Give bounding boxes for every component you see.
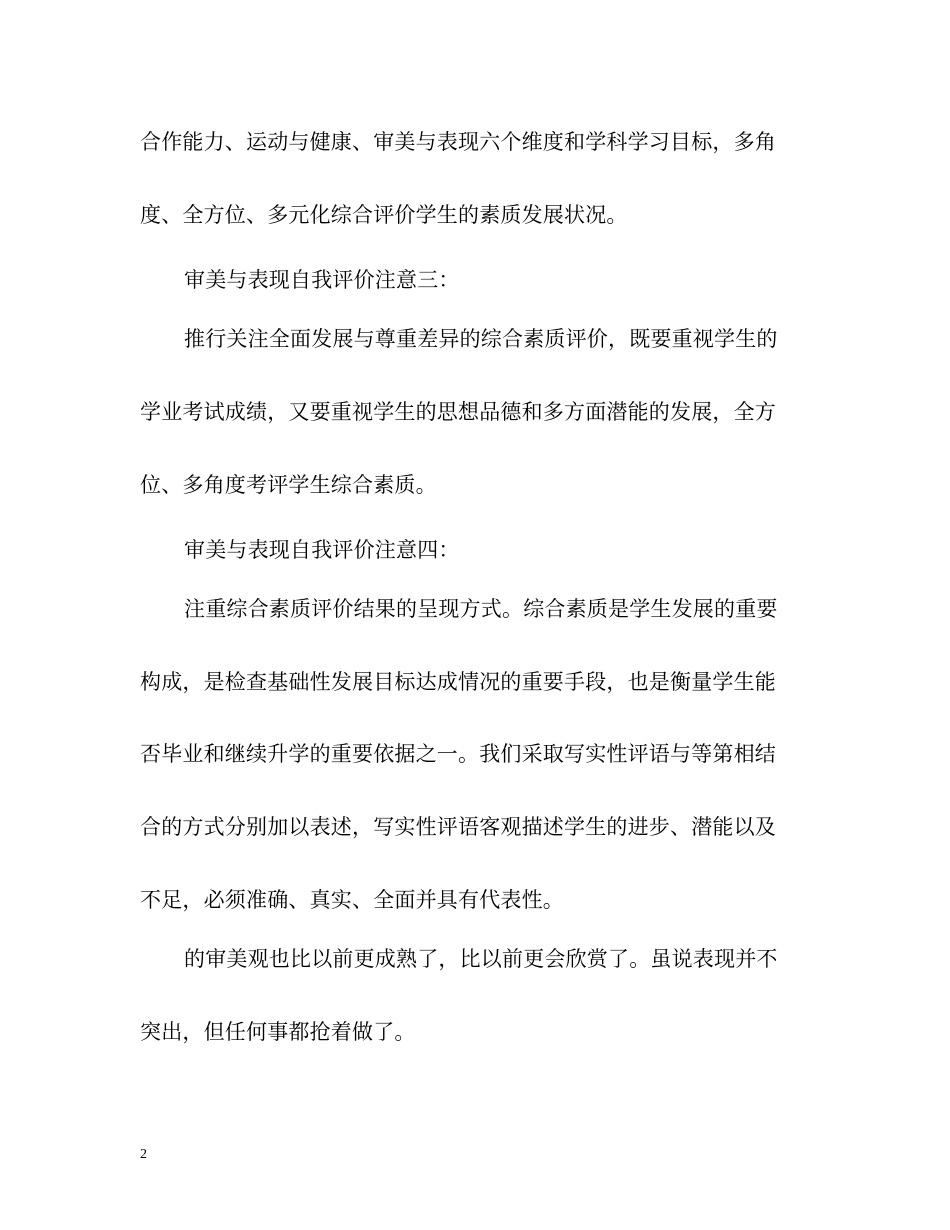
page-number: 2 bbox=[140, 1147, 147, 1162]
paragraph-3-line-4: 合的方式分别加以表述，写实性评语客观描述学生的进步、潜能以及 bbox=[140, 815, 776, 839]
paragraph-2-line-2: 学业考试成绩，又要重视学生的思想品德和多方面潜能的发展，全方 bbox=[140, 400, 776, 424]
paragraph-3-line-5: 不足，必须准确、真实、全面并具有代表性。 bbox=[140, 888, 564, 912]
paragraph-2-line-1: 推行关注全面发展与尊重差异的综合素质评价，既要重视学生的 bbox=[184, 327, 778, 351]
paragraph-3-line-3: 否毕业和继续升学的重要依据之一。我们采取写实性评语与等第相结 bbox=[140, 742, 776, 766]
paragraph-1-line-2: 度、全方位、多元化综合评价学生的素质发展状况。 bbox=[140, 203, 628, 227]
heading-note-three: 审美与表现自我评价注意三： bbox=[184, 268, 460, 292]
paragraph-1-line-1: 合作能力、运动与健康、审美与表现六个维度和学科学习目标，多角 bbox=[140, 130, 776, 154]
paragraph-4-line-1: 的审美观也比以前更成熟了，比以前更会欣赏了。虽说表现并不 bbox=[184, 947, 778, 971]
paragraph-3-line-1: 注重综合素质评价结果的呈现方式。综合素质是学生发展的重要 bbox=[184, 597, 778, 621]
heading-note-four: 审美与表现自我评价注意四： bbox=[184, 538, 460, 562]
paragraph-4-line-2: 突出，但任何事都抢着做了。 bbox=[140, 1020, 416, 1044]
paragraph-3-line-2: 构成，是检查基础性发展目标达成情况的重要手段，也是衡量学生能 bbox=[140, 670, 776, 694]
paragraph-2-line-3: 位、多角度考评学生综合素质。 bbox=[140, 473, 437, 497]
